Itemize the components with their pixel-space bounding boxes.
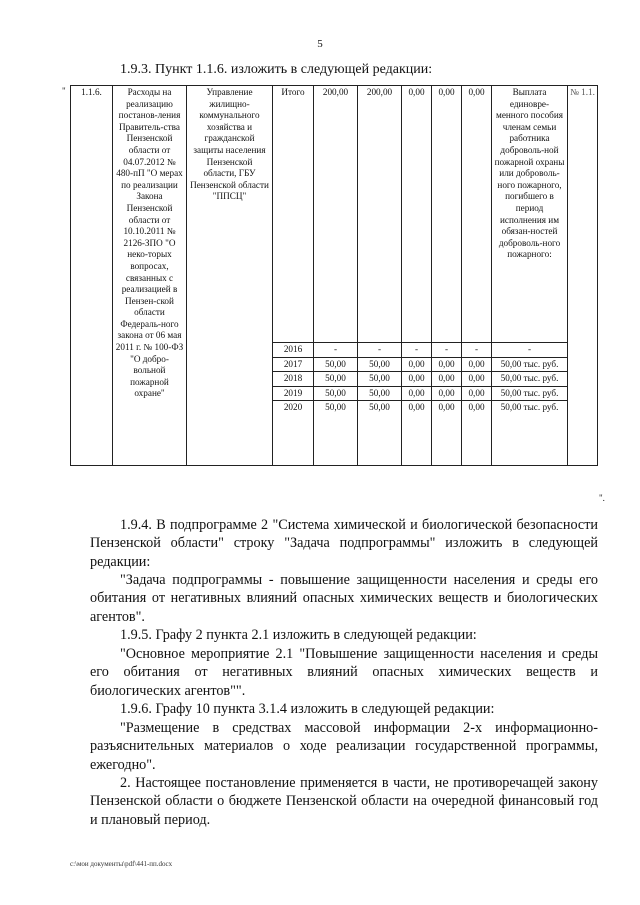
paragraph-1-9-5: 1.9.5. Графу 2 пункта 2.1 изложить в следующей редакции: (120, 627, 477, 643)
value-cell: 0,00 (462, 86, 492, 343)
year-cell: 2019 (273, 386, 314, 401)
paragraph-1-9-4: 1.9.4. В подпрограмме 2 "Система химической и биологической безопасности Пензенской области" строку "Задача подпрограммы" изложить в следующей редакции: (90, 517, 598, 570)
value-cell: 50,00 (358, 357, 402, 372)
indicator-cell: 50,00 тыс. руб. (492, 386, 568, 401)
value-cell: 200,00 (314, 86, 358, 343)
value-cell: 0,00 (432, 372, 462, 387)
value-cell: - (462, 343, 492, 358)
file-path-footer: c:\мои документы\pdf\441-пп.docx (70, 860, 173, 868)
measure-cell: Расходы на реализацию постанов-ления Правитель-ства Пензенской области от 04.07.2012 № 480-пП "О мерах по реализации Закона Пензенской области от 10.10.2011 № 2126-ЗПО "О неко-торых вопросах, связанных с реализацией в Пензен-ской области Федераль-ного закона от 06 мая 2011 г. № 100-ФЗ "О добро-вольной пожарной охране" (113, 86, 187, 466)
value-cell: 0,00 (462, 386, 492, 401)
value-cell: - (358, 343, 402, 358)
value-cell: 50,00 (314, 386, 358, 401)
paragraph-measure-quote: "Основное мероприятие 2.1 "Повышение защищенности населения и среды его обитания от негативных влияний опасных химических веществ и биологических агентов"". (90, 646, 598, 699)
value-cell: 0,00 (432, 357, 462, 372)
year-cell: 2017 (273, 357, 314, 372)
paragraph-media-quote: "Размещение в средствах массовой информации 2-х информационно-разъяснительных материалов о ходе реализации государственной программы, ежегодно". (90, 720, 598, 773)
value-cell: 0,00 (432, 386, 462, 401)
value-cell: 0,00 (402, 372, 432, 387)
value-cell: 0,00 (462, 372, 492, 387)
executor-cell: Управление жилищно-коммунального хозяйства и гражданской защиты населения Пензенской области, ГБУ Пензенской области "ППСЦ" (187, 86, 273, 466)
indicator-cell: 50,00 тыс. руб. (492, 401, 568, 466)
table-row (71, 86, 598, 343)
indicator-cell: Выплата единовре-менного пособия членам семьи работника доброволь-ной пожарной охраны или доброволь-ного пожарного, погибшего в период исполнения им обязан-ностей доброволь-ного пожарного: (492, 86, 568, 343)
year-cell: 2016 (273, 343, 314, 358)
value-cell: 50,00 (314, 357, 358, 372)
value-cell: 0,00 (462, 357, 492, 372)
table-quote-open: " (62, 86, 66, 96)
value-cell: 0,00 (432, 401, 462, 466)
value-cell: - (432, 343, 462, 358)
paragraph-1-9-6: 1.9.6. Графу 10 пункта 3.1.4 изложить в следующей редакции: (120, 701, 495, 717)
value-cell: 50,00 (358, 372, 402, 387)
amendment-table (70, 85, 598, 466)
indicator-cell: 50,00 тыс. руб. (492, 372, 568, 387)
value-cell: - (402, 343, 432, 358)
value-cell: 0,00 (402, 386, 432, 401)
value-cell: 50,00 (358, 401, 402, 466)
value-cell: 50,00 (314, 401, 358, 466)
value-cell: 200,00 (358, 86, 402, 343)
year-cell: 2020 (273, 401, 314, 466)
table-quote-close: ". (599, 493, 605, 503)
year-cell: Итого (273, 86, 314, 343)
year-cell: 2018 (273, 372, 314, 387)
paragraph-2: 2. Настоящее постановление применяется в части, не противоречащей закону Пензенской области о бюджете Пензенской области на очередной финансовый год и плановый период. (90, 775, 598, 828)
value-cell: 0,00 (402, 401, 432, 466)
value-cell: 0,00 (462, 401, 492, 466)
paragraph-task-quote: "Задача подпрограммы - повышение защищенности населения и среды его обитания от негативных влияний опасных химических веществ и биологических агентов". (90, 572, 598, 625)
reference-cell: № 1.1. (568, 86, 598, 466)
page-number: 5 (317, 38, 323, 50)
indicator-cell: - (492, 343, 568, 358)
indicator-cell: 50,00 тыс. руб. (492, 357, 568, 372)
value-cell: 50,00 (358, 386, 402, 401)
value-cell: - (314, 343, 358, 358)
amendment-heading: 1.9.3. Пункт 1.1.6. изложить в следующей редакции: (120, 62, 433, 77)
value-cell: 0,00 (402, 357, 432, 372)
value-cell: 0,00 (432, 86, 462, 343)
value-cell: 0,00 (402, 86, 432, 343)
item-number: 1.1.6. (71, 86, 113, 466)
value-cell: 50,00 (314, 372, 358, 387)
